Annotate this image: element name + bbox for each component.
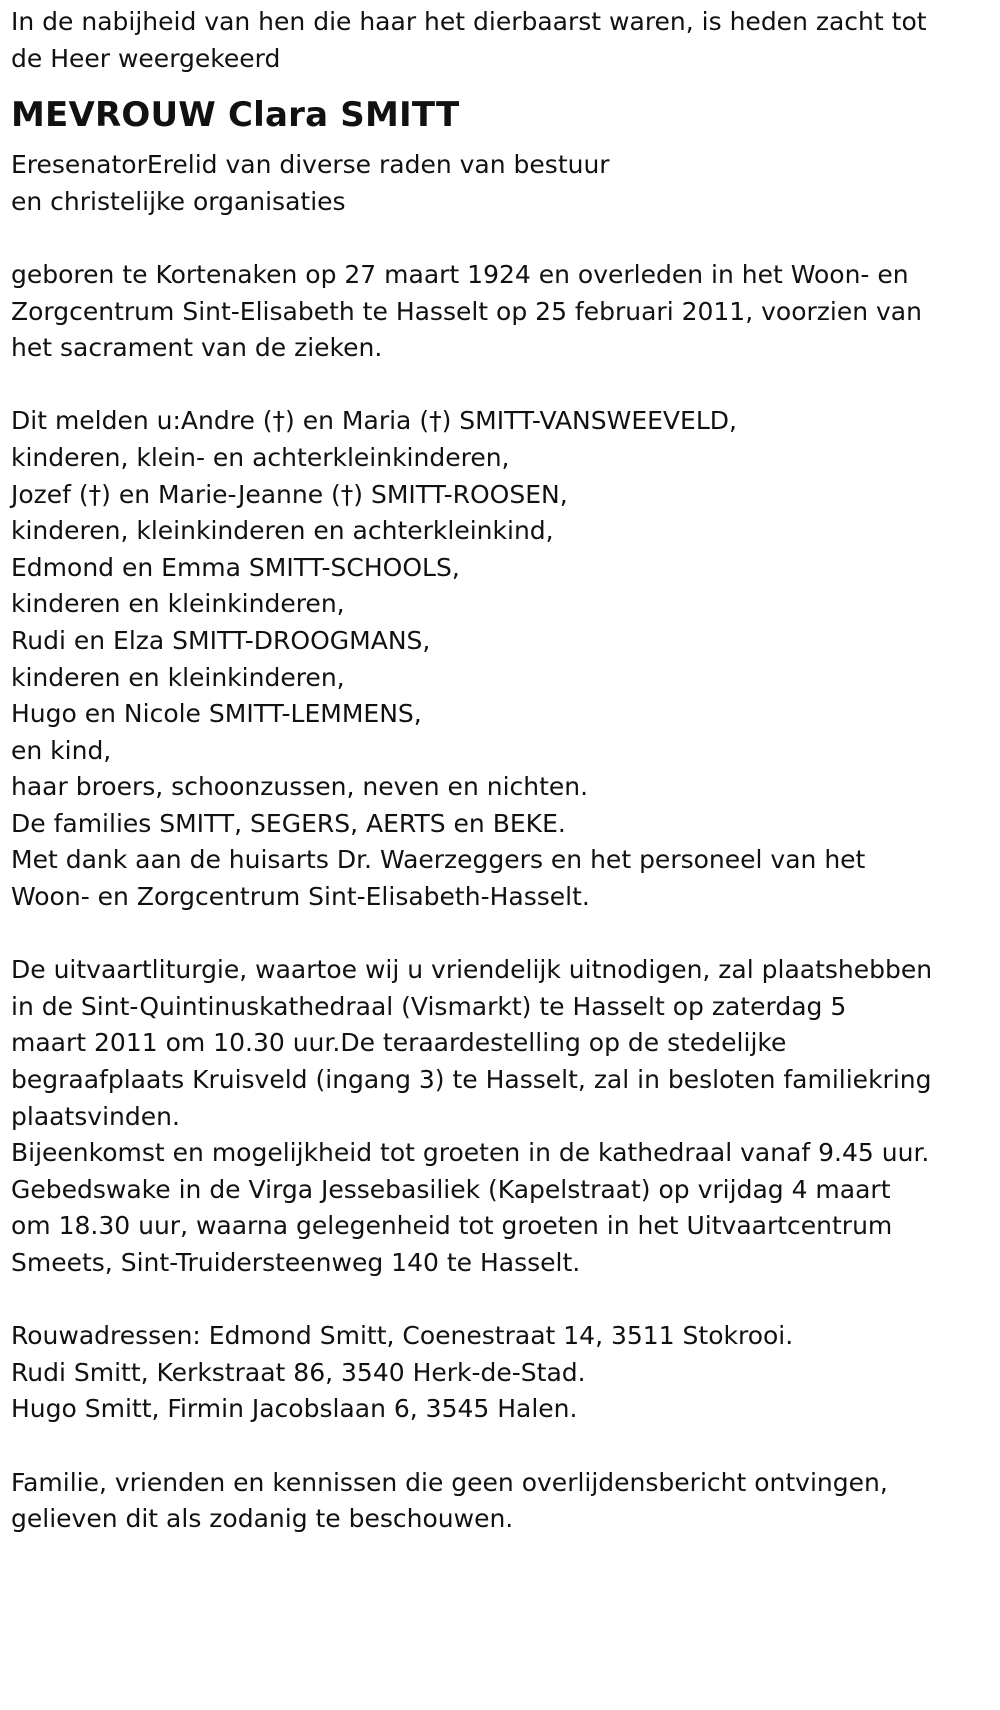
ceremony-line: Smeets, Sint-Truidersteenweg 140 te Hasselt. — [11, 1248, 581, 1277]
family-line: en kind, — [11, 735, 112, 765]
family-paragraph — [11, 403, 1000, 915]
paragraph-gap — [11, 916, 1000, 953]
address-line: Rouwadressen: Edmond Smitt, Coenestraat 14, 3511 Stokrooi. — [11, 1321, 794, 1351]
birth-paragraph — [11, 257, 1000, 367]
birth-line: het sacrament van de zieken. — [11, 333, 383, 363]
closing-line: Familie, vrienden en kennissen die geen overlijdensbericht ontvingen, — [11, 1467, 888, 1497]
birth-line: Zorgcentrum Sint-Elisabeth te Hasselt op 25 februari 2011, voorzien van — [11, 296, 922, 326]
family-line: Jozef (†) en Marie-Jeanne (†) SMITT-ROOSEN, — [11, 479, 568, 509]
family-line: kinderen en kleinkinderen, — [11, 589, 345, 619]
ceremony-line: De uitvaartliturgie, waartoe wij u vriendelijk uitnodigen, zal plaatshebben — [11, 955, 933, 985]
family-line: Hugo en Nicole SMITT-LEMMENS, — [11, 699, 422, 729]
family-line: kinderen, klein- en achterkleinkinderen, — [11, 442, 510, 472]
intro-line: In de nabijheid van hen die haar het dierbaarst waren, is heden zacht tot — [11, 7, 927, 36]
ceremony-line: om 18.30 uur, waarna gelegenheid tot groeten in het Uitvaartcentrum — [11, 1211, 893, 1241]
family-line: haar broers, schoonzussen, neven en nichten. — [11, 772, 589, 802]
ceremony-line: begraafplaats Kruisveld (ingang 3) te Hasselt, zal in besloten familiekring — [11, 1065, 932, 1095]
intro-line: de Heer weergekeerd — [11, 43, 281, 73]
family-line: Rudi en Elza SMITT-DROOGMANS, — [11, 625, 431, 655]
titles-paragraph — [11, 147, 1000, 220]
titles-line: EresenatorErelid van diverse raden van bestuur — [11, 150, 610, 180]
titles-line: en christelijke organisaties — [11, 186, 346, 216]
intro-paragraph — [11, 4, 1000, 77]
closing-line: gelieven dit als zodanig te beschouwen. — [11, 1504, 514, 1534]
address-line: Hugo Smitt, Firmin Jacobslaan 6, 3545 Halen. — [11, 1394, 578, 1424]
family-line: De families SMITT, SEGERS, AERTS en BEKE. — [11, 808, 566, 838]
ceremony-line: in de Sint-Quintinuskathedraal (Vismarkt) te Hasselt op zaterdag 5 — [11, 991, 847, 1021]
birth-line: geboren te Kortenaken op 27 maart 1924 en overleden in het Woon- en — [11, 259, 909, 289]
deceased-name: MEVROUW Clara SMITT — [11, 95, 460, 136]
paragraph-gap — [11, 1428, 1000, 1465]
address-line: Rudi Smitt, Kerkstraat 86, 3540 Herk-de-Stad. — [11, 1357, 586, 1387]
paragraph-gap — [11, 220, 1000, 257]
paragraph-gap — [11, 367, 1000, 404]
paragraph-gap — [11, 1282, 1000, 1319]
family-line: Woon- en Zorgcentrum Sint-Elisabeth-Hasselt. — [11, 882, 590, 912]
ceremony-paragraph — [11, 952, 1000, 1281]
ceremony-line: Gebedswake in de Virga Jessebasiliek (Kapelstraat) op vrijdag 4 maart — [11, 1174, 891, 1204]
family-line: Met dank aan de huisarts Dr. Waerzeggers en het personeel van het — [11, 845, 866, 875]
family-line: Edmond en Emma SMITT-SCHOOLS, — [11, 552, 460, 582]
family-line: kinderen, kleinkinderen en achterkleinkind, — [11, 516, 554, 546]
addresses-paragraph — [11, 1318, 1000, 1428]
family-line: kinderen en kleinkinderen, — [11, 662, 345, 692]
ceremony-line: Bijeenkomst en mogelijkheid tot groeten in de kathedraal vanaf 9.45 uur. — [11, 1138, 930, 1168]
closing-paragraph — [11, 1465, 1000, 1538]
ceremony-line: maart 2011 om 10.30 uur.De teraardestelling op de stedelijke — [11, 1028, 787, 1058]
family-line: Dit melden u:Andre (†) en Maria (†) SMITT-VANSWEEVELD, — [11, 406, 737, 436]
ceremony-line: plaatsvinden. — [11, 1101, 180, 1131]
